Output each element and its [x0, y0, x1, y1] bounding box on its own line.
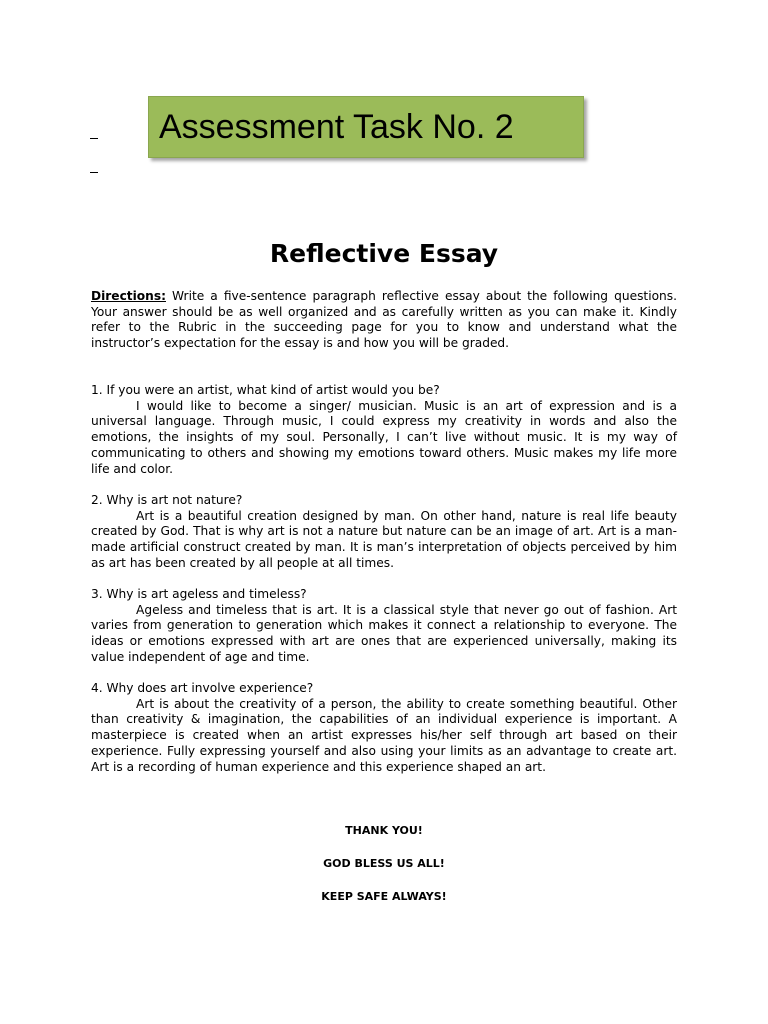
closing-thank-you: THANK YOU!: [345, 824, 423, 837]
question-block-4: [91, 681, 677, 775]
answer-text: Art is a beautiful creation designed by man. On other hand, nature is real life beauty created by God. That is why art is not a nature but nature can be an image of art. Art is a man-made artificial construct created by man. It is man’s interpretation of objects perceived by him as art has been created by all people at all times.: [91, 508, 677, 570]
directions-paragraph: [91, 289, 677, 352]
answer-text: Ageless and timeless that is art. It is a classical style that never go out of fashion. Art varies from generation to generation which makes it connect a relationship to everyone. The ideas or emotions expressed with art are ones that are experienced universally, making its value independent of age and time.: [91, 602, 677, 664]
banner-title: Assessment Task No. 2: [159, 108, 514, 146]
underscore-mark-1: [90, 138, 98, 139]
underscore-mark-2: [90, 172, 98, 173]
question-block-3: [91, 587, 677, 666]
essay-title: Reflective Essay: [269, 239, 499, 268]
question-text: 1. If you were an artist, what kind of artist would you be?: [91, 383, 440, 397]
assessment-banner: [148, 96, 584, 158]
question-text: 4. Why does art involve experience?: [91, 681, 314, 695]
directions-label: Directions:: [91, 289, 166, 303]
question-text: 2. Why is art not nature?: [91, 493, 243, 507]
answer-text: I would like to become a singer/ musician. Music is an art of expression and is a universal language. Through music, I could express my creativity in words and also the emotions, the insights of my soul. Personally, I can’t live without music. It is my way of communicating to others and showing my emotions toward others. Music makes my life more life and color.: [91, 398, 677, 476]
closing-keep-safe: KEEP SAFE ALWAYS!: [321, 890, 447, 903]
question-block-2: [91, 493, 677, 572]
question-block-1: [91, 383, 677, 477]
directions-text: Write a five-sentence paragraph reflective essay about the following questions. Your answer should be as well organized and as carefully written as you can make it. Kindly refer to the Rubric in the succeeding page for you to know and understand what the instructor’s expectation for the essay is and how you will be graded.: [91, 289, 677, 351]
closing-blessing: GOD BLESS US ALL!: [323, 857, 445, 870]
answer-text: Art is about the creativity of a person, the ability to create something beautiful. Other than creativity & imagination, the capabilities of an individual experience is important. A masterpiece is created when an artist expresses his/her self through art based on their experience. Fully expressing yourself and also using your limits as an advantage to create art. Art is a recording of human experience and this experience shaped an art.: [91, 696, 677, 774]
question-text: 3. Why is art ageless and timeless?: [91, 587, 307, 601]
